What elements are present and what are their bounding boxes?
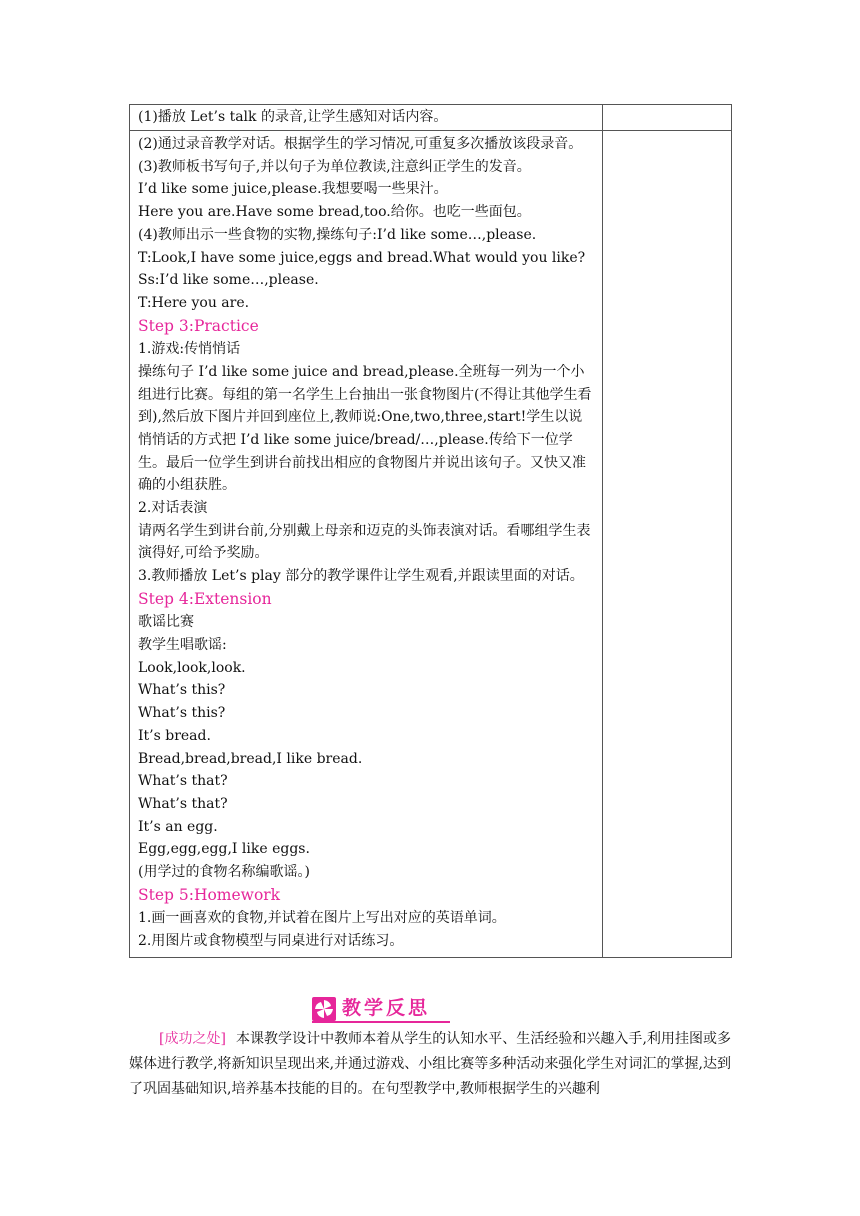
step-text: (3)教师板书写句子,并以句子为单位教读,注意纠正学生的发音。 xyxy=(138,158,531,175)
notes-cell xyxy=(603,105,732,131)
step-text: What’s that? xyxy=(138,795,228,812)
step-text: Look,look,look. xyxy=(138,659,246,676)
table-row xyxy=(130,131,732,958)
procedure-content xyxy=(130,131,602,957)
step-text: Bread,bread,bread,I like bread. xyxy=(138,750,363,767)
section-heading: 教学反思 xyxy=(342,997,431,1019)
step-text: T:Here you are. xyxy=(138,294,250,311)
procedure-cell xyxy=(130,131,603,958)
reflection-paragraph xyxy=(129,1027,731,1102)
step-text: What’s this? xyxy=(138,705,226,722)
step-text: 2.用图片或食物模型与同桌进行对话练习。 xyxy=(138,933,404,949)
step-text: (4)教师出示一些食物的实物,操练句子:I’d like some…,please. xyxy=(138,226,537,243)
step-text: 操练句子 I’d like some juice and bread,please.全班每一列为一个小组进行比赛。每组的第一名学生上台抽出一张食物图片(不得让其他学生看到),然后放下图片并回到座位上,教师说:One,two,three,start!学生以说悄悄话的方式把 I’d like some juice/bread/…,please.传给下一位学生。最后一位学生到讲台前找出相应的食物图片并说出该句子。又快又准确的小组获胜。 xyxy=(138,363,592,494)
table-row xyxy=(130,105,732,131)
step-heading: Step 3:Practice xyxy=(138,316,259,335)
step-heading: Step 4:Extension xyxy=(138,589,272,608)
step-text: What’s that? xyxy=(138,773,228,790)
lesson-plan-table xyxy=(129,104,732,958)
step-text: Here you are.Have some bread,too.给你。也吃一些面包。 xyxy=(138,204,531,221)
success-tag: [成功之处] xyxy=(159,1031,226,1047)
reflection-banner xyxy=(312,996,452,1022)
step-text: I’d like some juice,please.我想要喝一些果汁。 xyxy=(138,181,448,198)
step-text: 歌谣比赛 xyxy=(138,614,194,631)
step-text: (用学过的食物名称编歌谣。) xyxy=(138,864,310,881)
step-text: (1)播放 Let’s talk 的录音,让学生感知对话内容。 xyxy=(138,109,448,125)
step-text: (2)通过录音教学对话。根据学生的学习情况,可重复多次播放该段录音。 xyxy=(138,136,583,152)
step-text: 1.画一画喜欢的食物,并试着在图片上写出对应的英语单词。 xyxy=(138,910,506,927)
pinwheel-icon xyxy=(312,997,336,1021)
heading-underline xyxy=(312,1021,450,1023)
step-text: Ss:I’d like some…,please. xyxy=(138,272,319,289)
step-text: It’s an egg. xyxy=(138,818,218,835)
step-heading: Step 5:Homework xyxy=(138,885,281,904)
step-text: What’s this? xyxy=(138,682,226,699)
step-text: 请两名学生到讲台前,分别戴上母亲和迈克的头饰表演对话。看哪组学生表演得好,可给予奖励。 xyxy=(138,522,591,562)
step-text: T:Look,I have some juice,eggs and bread.What would you like? xyxy=(138,249,586,266)
step-text: It’s bread. xyxy=(138,727,211,744)
step-text: Egg,egg,egg,I like eggs. xyxy=(138,841,310,858)
step-text: 3.教师播放 Let’s play 部分的教学课件让学生观看,并跟读里面的对话。 xyxy=(138,568,584,585)
step-text: 2.对话表演 xyxy=(138,500,208,517)
notes-cell xyxy=(603,131,732,958)
step-text: 教学生唱歌谣: xyxy=(138,637,227,654)
step-text: 1.游戏:传悄悄话 xyxy=(138,341,241,358)
reflection-text: 本课教学设计中教师本着从学生的认知水平、生活经验和兴趣入手,利用挂图或多媒体进行教学,将新知识呈现出来,并通过游戏、小组比赛等多种活动来强化学生对词汇的掌握,达到了巩固基础知识,培养基本技能的目的。在句型教学中,教师根据学生的兴趣利 xyxy=(129,1031,731,1097)
procedure-cell xyxy=(130,105,603,131)
